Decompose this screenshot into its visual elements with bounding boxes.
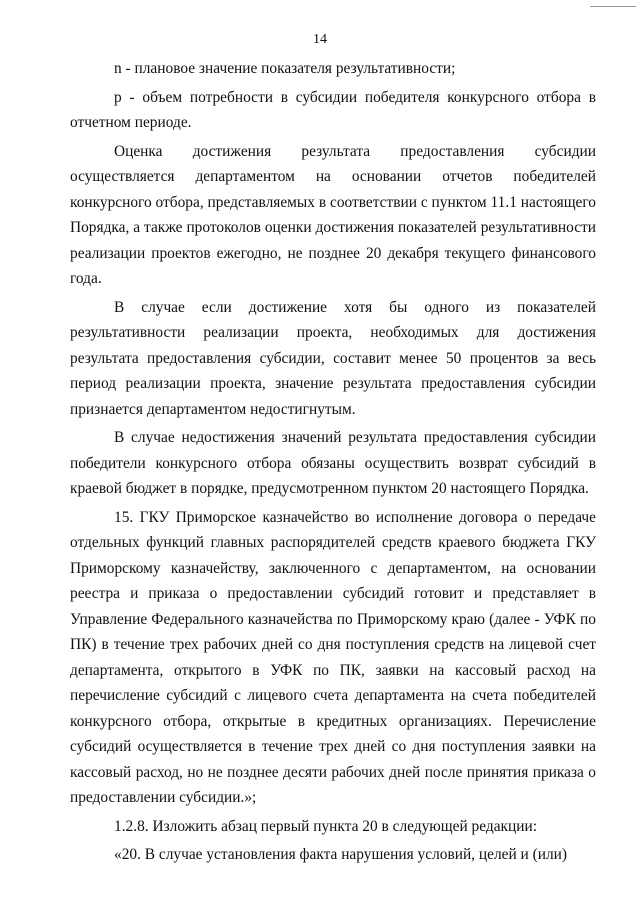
- paragraph-not-achieved: В случае если достижение хотя бы одного из показателей результативности реализации проекта, необходимых для достижения результата предоставления субсидии, составит менее 50 процентов за весь период реализации проекта, значение результата предоставления субсидии признается департаментом недостигнутым.: [70, 298, 596, 418]
- paragraph-refund: В случае недостижения значений результата предоставления субсидии победители конкурсного отбора обязаны осуществить возврат субсидий в краевой бюджет в порядке, предусмотренном пунктом 20 настоящего Порядка.: [70, 429, 596, 497]
- document-body: [70, 56, 596, 871]
- paragraph-formula-p: p - объем потребности в субсидии победителя конкурсного отбора в отчетном периоде.: [70, 88, 596, 131]
- paragraph-formula-n: n - плановое значение показателя результативности;: [114, 60, 456, 77]
- paragraph-assessment: Оценка достижения результата предоставления субсидии осуществляется департаментом на основании отчетов победителей конкурсного отбора, представляемых в соответствии с пунктом 11.1 настоящего Порядка, а также протоколов оценки достижения показателей результативности реализации проектов ежегодно, не позднее 20 декабря текущего финансового года.: [70, 142, 596, 287]
- paragraph-amendment-1-2-8: 1.2.8. Изложить абзац первый пункта 20 в следующей редакции:: [114, 817, 538, 835]
- paragraph-clause-20-start: «20. В случае установления факта нарушения условий, целей и (или): [114, 846, 568, 863]
- page-number: 14: [313, 32, 327, 47]
- corner-scan-mark: [590, 6, 636, 7]
- paragraph-clause-15: 15. ГКУ Приморское казначейство во исполнение договора о передаче отдельных функций главных распорядителей средств краевого бюджета ГКУ Приморскому казначейству, заключенного с департаментом, на основании реестра и приказа о предоставлении субсидий готовит и представляет в Управление Федерального казначейства по Приморскому краю (далее - УФК по ПК) в течение трех рабочих дней со дня поступления средств на лицевой счет департамента, открытого в УФК по ПК, заявки на кассовый расход на перечисление субсидий с лицевого счета департамента на счета победителей конкурсного отбора, открытые в кредитных организациях. Перечисление субсидий осуществляется в течение трех дней со дня поступления заявки на кассовый расход, но не позднее десяти рабочих дней после принятия приказа о предоставлении субсидии.»;: [70, 508, 596, 806]
